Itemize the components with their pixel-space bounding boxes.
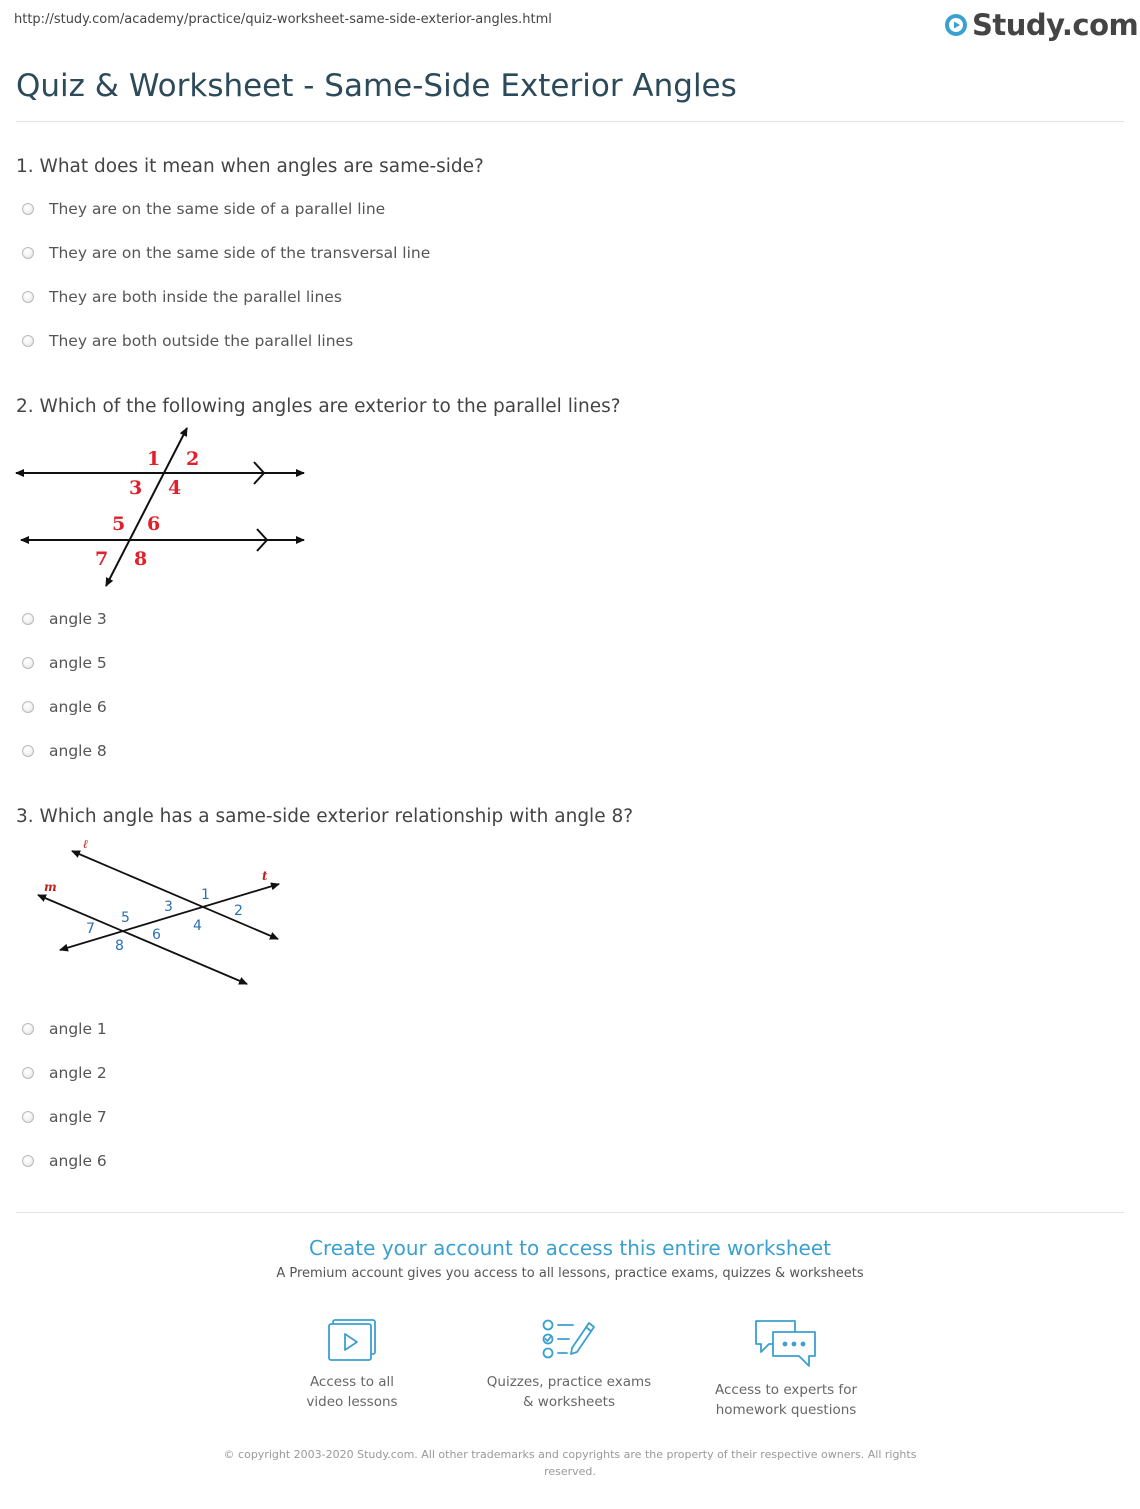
option-label: angle 2 <box>49 1064 107 1082</box>
study-logo[interactable] <box>944 8 1138 42</box>
q3-option-4[interactable] <box>22 1152 107 1170</box>
q2-option-3[interactable] <box>22 698 107 716</box>
feature-experts <box>676 1318 896 1420</box>
feature-quizzes <box>459 1318 679 1412</box>
question-1-text: 1. What does it mean when angles are same-side? <box>16 156 484 177</box>
radio-button[interactable] <box>22 1067 34 1079</box>
q1-option-2[interactable] <box>22 244 430 262</box>
q2-option-4[interactable] <box>22 742 107 760</box>
angle-label: 4 <box>168 477 182 499</box>
angle-labels <box>95 448 199 570</box>
angle-label: 1 <box>201 887 210 903</box>
radio-button[interactable] <box>22 613 34 625</box>
q2-option-2[interactable] <box>22 654 107 672</box>
parallel-lines-diagram-2 <box>30 836 290 992</box>
option-label: They are on the same side of the transversal line <box>49 244 431 262</box>
cta-subtitle: A Premium account gives you access to all lessons, practice exams, quizzes & worksheets <box>276 1266 864 1281</box>
q1-option-4[interactable] <box>22 332 353 350</box>
option-label: angle 7 <box>49 1108 107 1126</box>
radio-button[interactable] <box>22 701 34 713</box>
option-label: They are on the same side of a parallel line <box>49 200 386 218</box>
line-label: ℓ <box>83 837 89 851</box>
angle-label: 8 <box>115 938 124 954</box>
radio-button[interactable] <box>22 1023 34 1035</box>
radio-button[interactable] <box>22 203 34 215</box>
play-logo-icon <box>944 13 968 37</box>
angle-label: 3 <box>129 477 143 499</box>
angle-label: 6 <box>147 513 161 535</box>
page-title: Quiz & Worksheet - Same-Side Exterior Angles <box>16 68 737 104</box>
radio-button[interactable] <box>22 1111 34 1123</box>
cta-divider <box>16 1212 1124 1213</box>
title-divider <box>16 121 1124 122</box>
q3-option-3[interactable] <box>22 1108 107 1126</box>
option-label: angle 3 <box>49 610 107 628</box>
radio-button[interactable] <box>22 745 34 757</box>
line-label: t <box>262 869 268 883</box>
parallel-lines-diagram-1 <box>10 424 310 592</box>
angle-label: 2 <box>234 903 243 919</box>
feature-label: Access to experts for homework questions <box>714 1382 857 1418</box>
option-label: They are both inside the parallel lines <box>49 288 342 306</box>
copyright-notice: © copyright 2003-2020 Study.com. All other trademarks and copyrights are the property of their respective owners. All rights reserved. <box>223 1448 917 1478</box>
angle-label: 3 <box>164 899 173 915</box>
question-3-text: 3. Which angle has a same-side exterior relationship with angle 8? <box>16 806 634 827</box>
option-label: They are both outside the parallel lines <box>49 332 354 350</box>
radio-button[interactable] <box>22 657 34 669</box>
q2-option-1[interactable] <box>22 610 107 628</box>
feature-label: Quizzes, practice exams & worksheets <box>486 1374 652 1410</box>
angle-labels <box>86 887 243 954</box>
option-label: angle 1 <box>49 1020 107 1038</box>
line-label: m <box>44 880 57 894</box>
angle-label: 7 <box>95 548 109 570</box>
option-label: angle 6 <box>49 1152 107 1170</box>
option-label: angle 6 <box>49 698 107 716</box>
q1-option-1[interactable] <box>22 200 385 218</box>
angle-label: 1 <box>147 448 161 470</box>
page-url[interactable]: http://study.com/academy/practice/quiz-worksheet-same-side-exterior-angles.html <box>14 12 552 27</box>
angle-label: 5 <box>112 513 126 535</box>
q3-option-2[interactable] <box>22 1064 107 1082</box>
chat-bubbles-icon <box>753 1318 819 1370</box>
logo-text: Study.com <box>972 8 1139 42</box>
option-label: angle 5 <box>49 654 107 672</box>
angle-label: 6 <box>152 927 161 943</box>
angle-label: 4 <box>193 918 202 934</box>
radio-button[interactable] <box>22 335 34 347</box>
option-label: angle 8 <box>49 742 107 760</box>
q3-option-1[interactable] <box>22 1020 107 1038</box>
radio-button[interactable] <box>22 1155 34 1167</box>
angle-label: 7 <box>86 921 95 937</box>
q1-option-3[interactable] <box>22 288 342 306</box>
cta-title[interactable]: Create your account to access this entire worksheet <box>309 1236 831 1260</box>
video-lessons-icon <box>326 1318 378 1362</box>
angle-label: 2 <box>186 448 200 470</box>
radio-button[interactable] <box>22 247 34 259</box>
feature-label: Access to all video lessons <box>306 1374 398 1410</box>
line-labels <box>44 837 268 894</box>
feature-video-lessons <box>242 1318 462 1412</box>
radio-button[interactable] <box>22 291 34 303</box>
quiz-checklist-icon <box>539 1318 599 1362</box>
question-2-text: 2. Which of the following angles are exterior to the parallel lines? <box>16 396 621 417</box>
angle-label: 8 <box>134 548 148 570</box>
angle-label: 5 <box>121 910 130 926</box>
